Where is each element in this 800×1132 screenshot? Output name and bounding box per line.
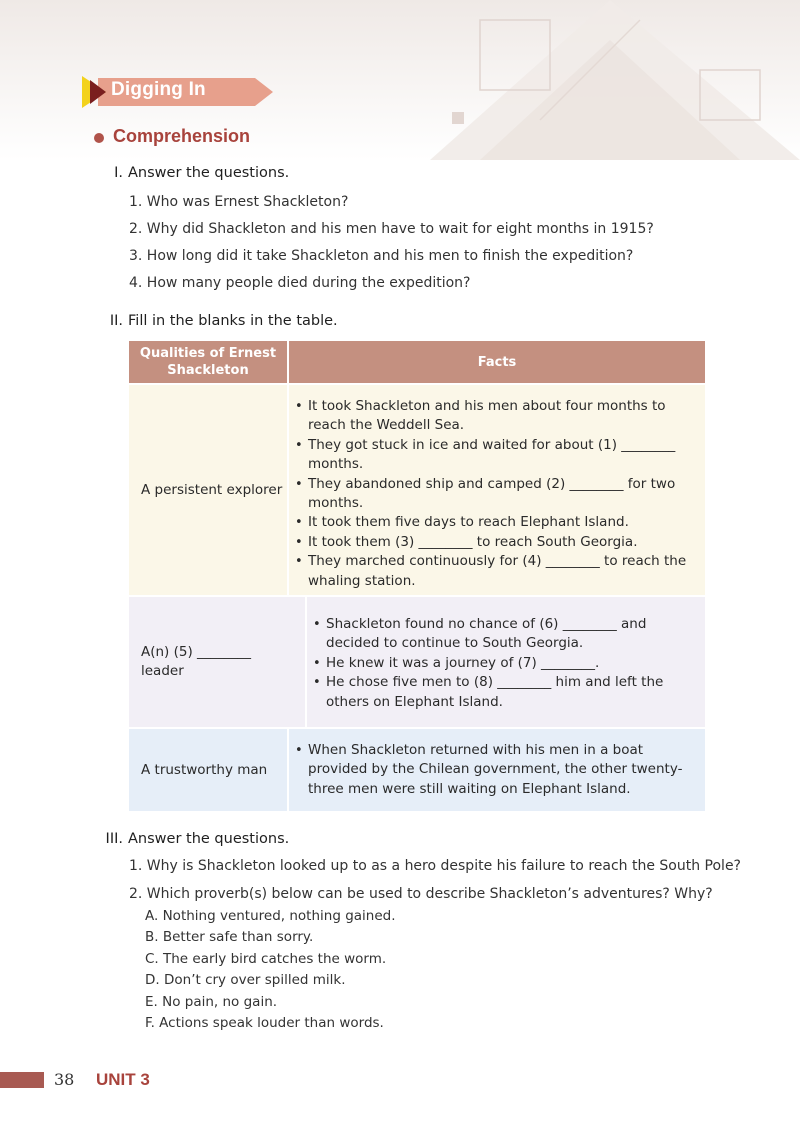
fact-item: • It took them five days to reach Elephant Island. <box>308 513 695 532</box>
facts-cell <box>289 385 705 595</box>
page-number: 38 <box>54 1070 75 1089</box>
proverb-option: B. Better safe than sorry. <box>145 929 314 945</box>
fact-item: • When Shackleton returned with his men in a boat provided by the Chilean government, the other twenty-three men were still waiting on Elephant Island. <box>308 741 695 799</box>
header-qualities: Qualities of Ernest Shackleton <box>129 341 289 383</box>
section-title: Comprehension <box>113 126 251 146</box>
part2-numeral: II. <box>109 313 123 329</box>
bullet-dot-icon <box>94 133 104 143</box>
header-facts: Facts <box>477 354 517 370</box>
fact-item: • They got stuck in ice and waited for about (1) ________ months. <box>308 436 695 475</box>
proverb-option: F. Actions speak louder than words. <box>145 1015 384 1031</box>
quality-cell: A trustworthy man <box>129 729 289 811</box>
part3-numeral: III. <box>105 831 123 847</box>
quality-cell: A(n) (5) ________ leader <box>129 597 307 727</box>
fact-item: • Shackleton found no chance of (6) ________ and decided to continue to South Georgia. <box>326 615 697 654</box>
facts-cell <box>307 597 705 727</box>
proverb-option: C. The early bird catches the worm. <box>145 951 387 967</box>
part2-heading-text: Fill in the blanks in the table. <box>128 313 338 329</box>
footer-bar <box>0 1072 44 1088</box>
question: 1. Who was Ernest Shackleton? <box>129 194 349 210</box>
question: 3. How long did it take Shackleton and his men to finish the expedition? <box>129 248 634 264</box>
banner-title: Digging In <box>111 79 206 100</box>
part3-heading-text: Answer the questions. <box>128 831 290 847</box>
unit-label: UNIT 3 <box>96 1070 150 1089</box>
question: 1. Why is Shackleton looked up to as a hero despite his failure to reach the South Pole? <box>129 858 741 874</box>
part1-heading <box>100 165 289 181</box>
table-header <box>129 341 705 383</box>
table-row <box>129 595 705 727</box>
facts-cell <box>289 729 705 811</box>
question: 4. How many people died during the expedition? <box>129 275 471 291</box>
table-row <box>129 383 705 595</box>
proverb-option: E. No pain, no gain. <box>145 994 278 1010</box>
fact-item: • They abandoned ship and camped (2) ________ for two months. <box>308 475 695 514</box>
part3-heading <box>100 831 289 847</box>
fact-item: • They marched continuously for (4) ________ to reach the whaling station. <box>308 552 695 591</box>
proverb-option: A. Nothing ventured, nothing gained. <box>145 908 396 924</box>
table-row <box>129 727 705 811</box>
fact-item: • He chose five men to (8) ________ him and left the others on Elephant Island. <box>326 673 697 712</box>
part2-heading <box>100 313 338 329</box>
facts-table <box>129 341 705 811</box>
fact-item: • It took Shackleton and his men about four months to reach the Weddell Sea. <box>308 397 695 436</box>
proverb-option: D. Don’t cry over spilled milk. <box>145 972 346 988</box>
question: 2. Why did Shackleton and his men have to wait for eight months in 1915? <box>129 221 654 237</box>
part1-numeral: I. <box>114 165 123 181</box>
quality-cell: A persistent explorer <box>129 385 289 595</box>
fact-item: • It took them (3) ________ to reach South Georgia. <box>308 533 695 552</box>
fact-item: • He knew it was a journey of (7) ________. <box>326 654 697 673</box>
question: 2. Which proverb(s) below can be used to describe Shackleton’s adventures? Why? <box>129 886 713 902</box>
part1-heading-text: Answer the questions. <box>128 165 290 181</box>
